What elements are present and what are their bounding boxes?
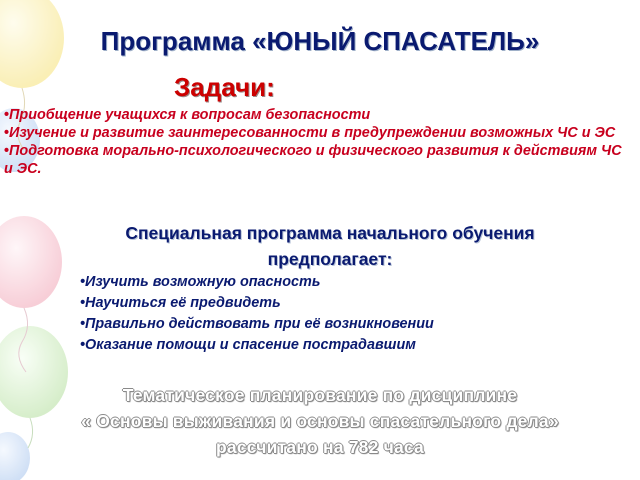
list-item <box>80 335 620 356</box>
program-item-text: Оказание помощи и спасение пострадавшим <box>85 337 416 353</box>
footer-note <box>0 382 640 460</box>
bullet-icon: • <box>80 337 86 353</box>
tasks-heading: Задачи: <box>174 72 275 102</box>
program-item-text: Правильно действовать при её возникновении <box>85 316 434 332</box>
task-text: Приобщение учащихся к вопросам безопасности <box>9 107 371 123</box>
task-text: Подготовка морально-психологического и физического развития к действиям ЧС и ЭС. <box>4 143 622 177</box>
program-list <box>80 272 620 356</box>
bullet-icon: • <box>80 295 86 311</box>
footer-line: « Основы выживания и основы спасательного дела» <box>81 411 559 431</box>
list-item <box>80 272 620 293</box>
slide-title: Программа «ЮНЫЙ СПАСАТЕЛЬ» <box>100 26 540 56</box>
program-item-text: Научиться её предвидеть <box>85 295 281 311</box>
bullet-icon: • <box>4 107 10 123</box>
footer-line: Тематическое планирование по дисциплине <box>122 385 518 405</box>
footer-line: рассчитано на 782 часа <box>216 437 424 457</box>
bullet-icon: • <box>80 274 86 290</box>
bullet-icon: • <box>4 125 10 141</box>
tasks-list <box>4 106 629 178</box>
bullet-icon: • <box>4 143 10 159</box>
program-heading-line: предполагает: <box>267 249 393 269</box>
list-item <box>4 142 629 178</box>
program-heading-line: Специальная программа начального обучения <box>125 223 535 243</box>
list-item <box>80 314 620 335</box>
bullet-icon: • <box>80 316 86 332</box>
program-heading <box>60 220 600 272</box>
task-text: Изучение и развитие заинтересованности в предупреждении возможных ЧС и ЭС <box>9 125 616 141</box>
program-item-text: Изучить возможную опасность <box>85 274 321 290</box>
list-item <box>4 106 629 124</box>
list-item <box>4 124 629 142</box>
list-item <box>80 293 620 314</box>
